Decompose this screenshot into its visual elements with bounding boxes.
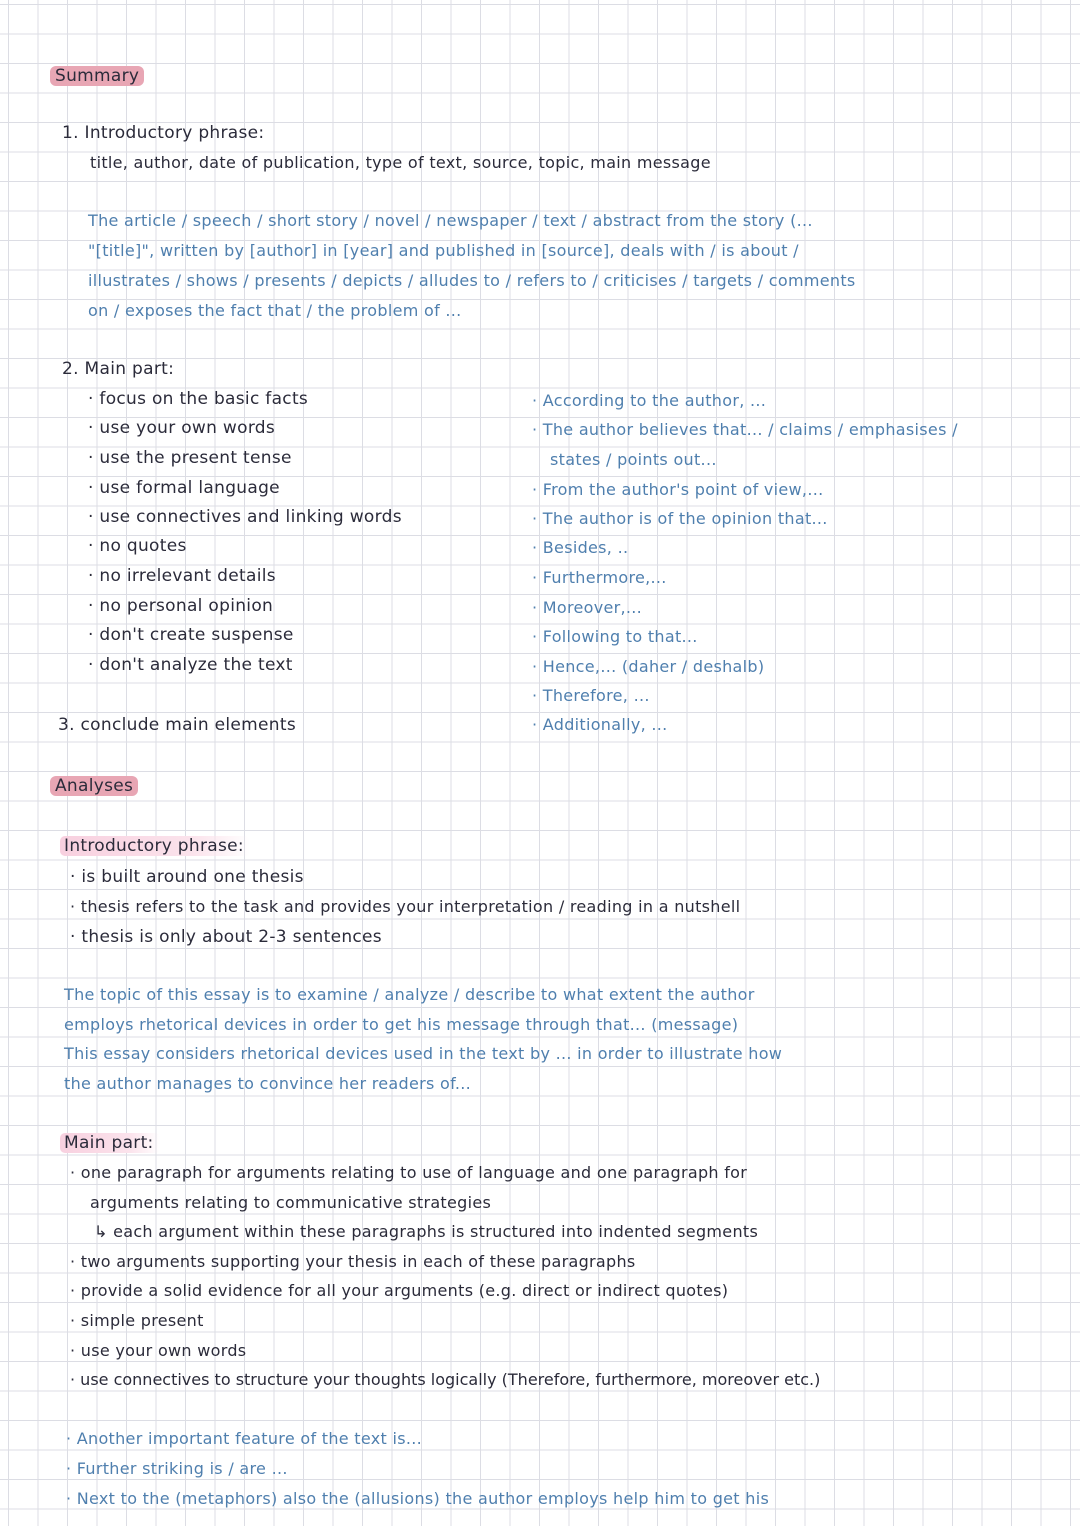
main-part-item: arguments relating to communicative strategies [90,1193,492,1212]
summary-phrase: · The author believes that... / claims / emphasises / [532,420,958,439]
summary-phrase: · From the author's point of view,... [532,480,824,499]
intro-template-line: the author manages to convince her readers of... [64,1074,472,1093]
intro-item: · is built around one thesis [70,867,304,887]
summary-template-line-4: on / exposes the fact that / the problem of ... [88,301,462,320]
section-2-title: 2. Main part: [62,359,175,379]
summary-phrase: · Besides, .. [532,538,629,557]
intro-template-line: employs rhetorical devices in order to get his message through that... (message) [64,1015,739,1034]
summary-phrase: · Therefore, ... [532,686,650,705]
main-part-item: ↳ each argument within these paragraphs is structured into indented segments [94,1222,759,1241]
section-1-items: title, author, date of publication, type of text, source, topic, main message [90,153,711,172]
main-part-item: · use connectives to structure your thoughts logically (Therefore, furthermore, moreover etc.) [70,1370,821,1389]
main-part-phrase: · Next to the (metaphors) also the (allusions) the author employs help him to get his [66,1489,770,1508]
main-rule: · no quotes [88,536,187,556]
summary-phrase: · Following to that... [532,627,698,646]
summary-phrase: · Additionally, ... [532,715,668,734]
intro-item: · thesis is only about 2-3 sentences [70,927,382,947]
main-part-heading: Main part: [60,1132,160,1154]
main-rule: · don't analyze the text [88,655,293,675]
analysis-heading: Analyses [50,775,138,797]
summary-template-line-2: "[title]", written by [author] in [year] and published in [source], deals with / is about / [88,241,799,260]
main-part-item: · provide a solid evidence for all your arguments (e.g. direct or indirect quotes) [70,1281,729,1300]
main-rule: · don't create suspense [88,625,294,645]
summary-template-line-3: illustrates / shows / presents / depicts / alludes to / refers to / criticises / targets / comments [88,271,856,290]
section-3-title: 3. conclude main elements [58,715,296,735]
main-part-item: · one paragraph for arguments relating to use of language and one paragraph for [70,1163,748,1182]
main-part-item: · two arguments supporting your thesis in each of these paragraphs [70,1252,636,1271]
intro-item: · thesis refers to the task and provides your interpretation / reading in a nutshell [70,897,741,916]
main-rule: · no personal opinion [88,596,274,616]
summary-phrase: · The author is of the opinion that... [532,509,828,528]
main-part-item: · use your own words [70,1341,247,1360]
section-1-title: 1. Introductory phrase: [62,123,265,143]
summary-phrase: states / points out... [550,450,717,469]
summary-phrase: · Moreover,... [532,598,643,617]
summary-phrase: · Furthermore,... [532,568,667,587]
intro-heading: Introductory phrase: [60,835,250,857]
summary-heading: Summary [50,65,144,87]
main-rule: · no irrelevant details [88,566,276,586]
main-rule: · focus on the basic facts [88,389,309,409]
main-part-phrase: · Further striking is / are ... [66,1459,288,1478]
main-part-phrase: · Another important feature of the text is... [66,1429,423,1448]
main-rule: · use the present tense [88,448,292,468]
main-part-item: · simple present [70,1311,204,1330]
summary-phrase: · According to the author, ... [532,391,767,410]
main-rule: · use your own words [88,418,276,438]
main-rule: · use formal language [88,478,280,498]
summary-template-line-1: The article / speech / short story / novel / newspaper / text / abstract from the story (... [88,211,813,230]
intro-template-line: The topic of this essay is to examine / analyze / describe to what extent the author [64,985,755,1004]
main-rule: · use connectives and linking words [88,507,402,527]
intro-template-line: This essay considers rhetorical devices used in the text by ... in order to illustrate how [64,1044,783,1063]
summary-phrase: · Hence,... (daher / deshalb) [532,657,765,676]
